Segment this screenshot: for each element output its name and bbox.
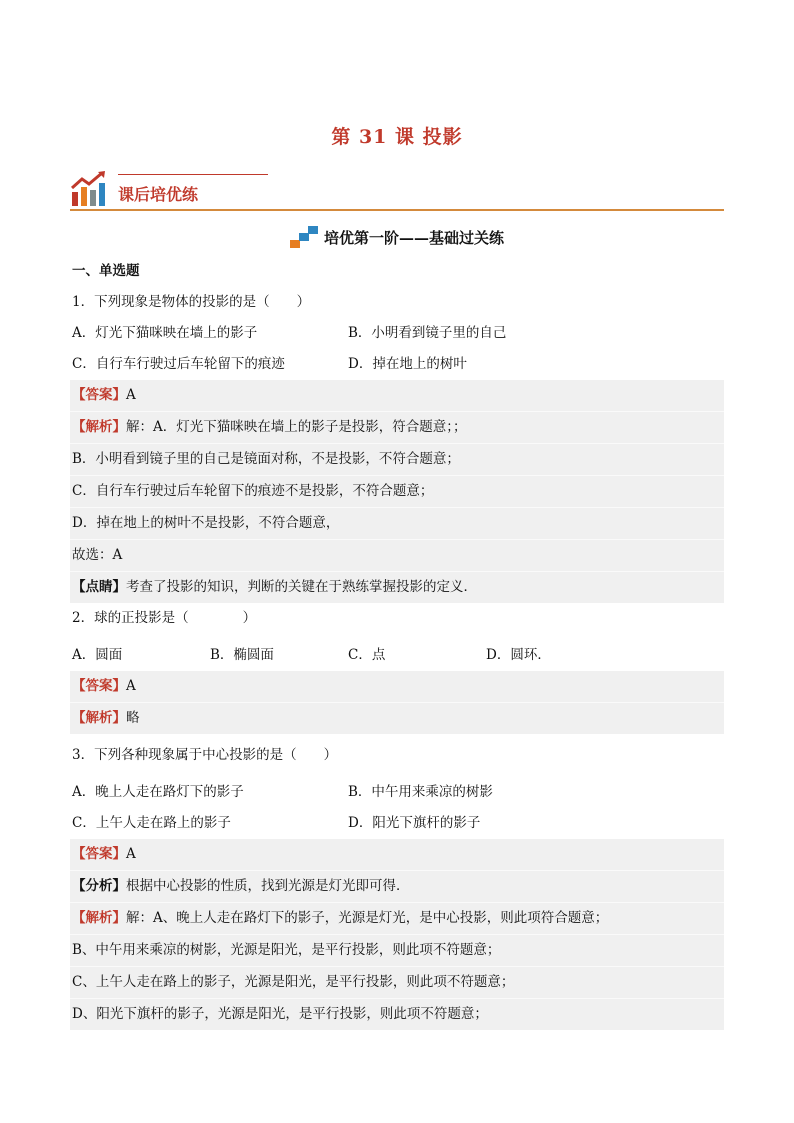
q1-comment: [70, 571, 724, 603]
q1-comment-text: 考查了投影的知识，判断的关键在于熟练掌握投影的定义．: [126, 579, 477, 595]
q3-answer-value: A: [126, 846, 136, 862]
q3-analysis-line: B、中午用来乘凉的树影，光源是阳光，是平行投影，则此项不符题意；: [70, 934, 724, 966]
q3-analysis-text: 解：A、晚上人走在路灯下的影子，光源是灯光，是中心投影，则此项符合题意；: [126, 910, 609, 926]
q2-options-row: [70, 640, 724, 671]
q2-option-c: C．点: [348, 647, 386, 663]
q2-stem: 2．球的正投影是（ ）: [72, 610, 257, 626]
questions-content: [70, 256, 724, 1030]
section-top-line: [118, 174, 268, 175]
q1-analysis-tag: 【解析】: [72, 419, 126, 435]
q2-answer-tag: 【答案】: [72, 678, 126, 694]
q3-options-row-1: [70, 777, 724, 808]
q1-analysis-line: B．小明看到镜子里的自己是镜面对称，不是投影，不符合题意；: [70, 443, 724, 475]
q1-options-row-2: [70, 349, 724, 380]
stage-label: 培优第一阶——基础过关练: [323, 228, 504, 247]
q3-analysis: [70, 902, 724, 934]
q2-answer-value: A: [126, 678, 136, 694]
growth-chart-icon: [70, 170, 110, 208]
section-header: [70, 168, 724, 212]
q2-analysis-tag: 【解析】: [72, 710, 126, 726]
stairs-icon: [290, 226, 318, 248]
q1-analysis-line: 故选：A: [70, 539, 724, 571]
q1-analysis: [70, 411, 724, 443]
stage-heading: [0, 226, 794, 254]
q1-options-row-1: [70, 318, 724, 349]
q1-option-a: A．灯光下猫咪映在墙上的影子: [72, 325, 258, 341]
q3-option-c: C．上午人走在路上的影子: [72, 815, 231, 831]
q2-option-a: A．圆面: [72, 647, 123, 663]
q1-answer: [70, 380, 724, 411]
q3-fenxi-text: 根据中心投影的性质，找到光源是灯光即可得．: [126, 878, 410, 894]
q3-option-d: D．阳光下旗杆的影子: [348, 815, 481, 831]
q2-option-d: D．圆环．: [486, 647, 551, 663]
section-rule: [70, 209, 724, 211]
q3-answer: [70, 839, 724, 870]
q3-stem: 3．下列各种现象属于中心投影的是（ ）: [72, 747, 338, 763]
q1-comment-tag: 【点睛】: [72, 579, 126, 595]
q1-analysis-line: C．自行车行驶过后车轮留下的痕迹不是投影，不符合题意；: [70, 475, 724, 507]
q3-analysis-line: D、阳光下旗杆的影子，光源是阳光，是平行投影，则此项不符题意；: [70, 998, 724, 1030]
q1-answer-tag: 【答案】: [72, 387, 126, 403]
q1-stem: 1．下列现象是物体的投影的是（ ）: [72, 294, 311, 310]
q1-option-b: B．小明看到镜子里的自己: [348, 325, 507, 341]
q3-option-b: B．中午用来乘凉的树影: [348, 784, 493, 800]
q3-options-row-2: [70, 808, 724, 839]
q3-analysis-line: C、上午人走在路上的影子，光源是阳光，是平行投影，则此项不符题意；: [70, 966, 724, 998]
q3-option-a: A．晚上人走在路灯下的影子: [72, 784, 244, 800]
q2-answer: [70, 671, 724, 702]
q1-option-d: D．掉在地上的树叶: [348, 356, 467, 372]
page-title: 第 31 课 投影: [331, 126, 463, 148]
q3-fenxi: [70, 870, 724, 902]
q1-analysis-line: D．掉在地上的树叶不是投影，不符合题意，: [70, 507, 724, 539]
part-heading: 一、单选题: [72, 263, 140, 279]
q2-option-b: B．椭圆面: [210, 647, 274, 663]
q3-fenxi-tag: 【分析】: [72, 878, 126, 894]
q2-analysis: [70, 702, 724, 734]
q2-analysis-text: 略: [126, 710, 140, 726]
section-label: 课后培优练: [118, 185, 199, 204]
q1-answer-value: A: [126, 387, 136, 403]
q1-analysis-text: 解：A．灯光下猫咪映在墙上的影子是投影，符合题意；；: [126, 419, 467, 435]
q1-option-c: C．自行车行驶过后车轮留下的痕迹: [72, 356, 285, 372]
q3-analysis-tag: 【解析】: [72, 910, 126, 926]
q3-answer-tag: 【答案】: [72, 846, 126, 862]
